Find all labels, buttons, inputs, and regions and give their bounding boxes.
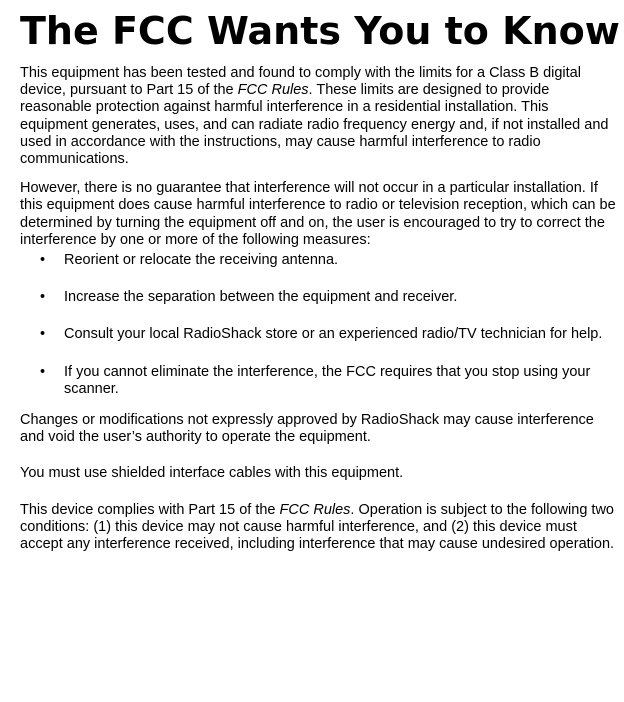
list-item <box>20 252 616 269</box>
bullet-icon: • <box>40 363 46 380</box>
conditions-text-start: This device complies with Part 15 of the <box>20 501 280 518</box>
measure-text: Consult your local RadioShack store or an experienced radio/TV technician for help. <box>64 326 603 343</box>
interference-paragraph: However, there is no guarantee that interference will not occur in a particular installation. If this equipment does cause harmful interference to radio or television reception, which can be determined by turning the equipment off and on, the user is encouraged to try to correct the interference by one or more of the following measures: <box>20 180 616 248</box>
fcc-rules-reference: FCC Rules <box>237 82 309 99</box>
fcc-notice-page <box>20 8 620 553</box>
conditions-text-end: . Operation is subject to the following two conditions: (1) this device may not cause harmful interference, and (2) this device must accept any interference received, including interference that may cause undesired operation. <box>20 501 615 553</box>
measure-text: If you cannot eliminate the interference, the FCC requires that you stop using your scanner. <box>64 363 591 397</box>
part15-conditions-paragraph <box>20 502 616 554</box>
list-item <box>20 364 616 398</box>
bullet-icon: • <box>40 326 46 343</box>
shielded-cables-paragraph: You must use shielded interface cables with this equipment. <box>20 465 404 482</box>
modifications-paragraph: Changes or modifications not expressly approved by RadioShack may cause interference and void the user’s authority to operate the equipment. <box>20 412 594 446</box>
bullet-icon: • <box>40 252 46 269</box>
page-title: The FCC Wants You to Know <box>20 9 620 53</box>
list-item <box>20 289 616 306</box>
measure-text: Increase the separation between the equipment and receiver. <box>64 289 458 306</box>
fcc-rules-reference: FCC Rules <box>279 501 351 518</box>
measures-list <box>20 252 616 398</box>
compliance-paragraph <box>20 65 616 168</box>
compliance-text-start: This equipment has been tested and found to comply with the limits for a Class B digital device, pursuant to Part 15 of the <box>20 65 581 99</box>
list-item <box>20 326 616 343</box>
measure-text: Reorient or relocate the receiving antenna. <box>64 252 339 269</box>
compliance-text-end: . These limits are designed to provide reasonable protection against harmful interference in a residential installation. This equipment generates, uses, and can radiate radio frequency energy and, if not installed and used in accordance with the instructions, may cause harmful interference to radio communications. <box>20 82 609 168</box>
bullet-icon: • <box>40 289 46 306</box>
